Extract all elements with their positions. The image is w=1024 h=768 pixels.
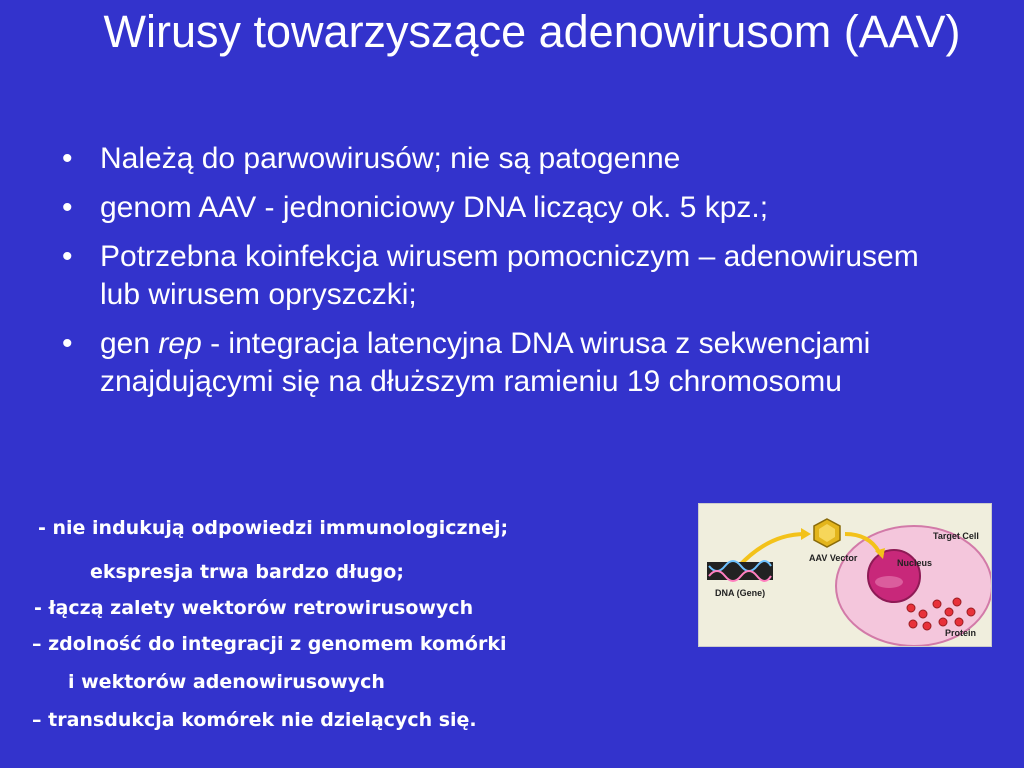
bullet-item (62, 140, 962, 178)
aav-diagram (699, 504, 991, 646)
bullet-text: genom AAV - jednoniciowy DNA liczący ok. 5 kpz.; (100, 191, 769, 224)
bullet-icon: • (62, 240, 73, 273)
bullet-item (62, 238, 962, 314)
bullet-item (62, 189, 962, 227)
bullet-list (62, 140, 962, 412)
bullet-text: Potrzebna koinfekcja wirusem pomocniczym – adenowirusem lub wirusem opryszczki; (100, 240, 919, 311)
slide-title: Wirusy towarzyszące adenowirusom (AAV) (103, 6, 961, 57)
protein-label: Protein (945, 628, 977, 638)
bullet-item (62, 325, 962, 401)
aav-transduction-figure (698, 503, 992, 647)
property-line: – zdolność do integracji z genomem komórki (32, 633, 507, 655)
nucleus-dna-shape (875, 576, 903, 588)
gene-name-italic: rep (158, 327, 202, 360)
nucleus-label: Nucleus (897, 558, 933, 568)
bullet-icon: • (62, 142, 73, 175)
bullet-text-post: - integracja latencyjna DNA wirusa z sekwencjami znajdującymi się na dłuższym ramieniu 19 chromosomu (100, 327, 871, 398)
property-line: ekspresja trwa bardzo długo; (90, 561, 404, 583)
target-cell-label: Target Cell (933, 531, 979, 541)
property-line: i wektorów adenowirusowych (68, 671, 385, 693)
arrow-head-icon (801, 528, 811, 540)
bullet-text-pre: gen (100, 327, 159, 360)
property-line: - łączą zalety wektorów retrowirusowych (34, 597, 474, 619)
bullet-icon: • (62, 191, 73, 224)
bullet-text: Należą do parwowirusów; nie są patogenne (100, 142, 681, 175)
property-line: – transdukcja komórek nie dzielących się. (32, 709, 477, 731)
property-line: - nie indukują odpowiedzi immunologicznej; (38, 517, 509, 539)
arrow-dna-to-vector (739, 534, 805, 566)
aav-vector-label: AAV Vector (809, 553, 858, 563)
dna-gene-label: DNA (Gene) (715, 588, 766, 598)
bullet-icon: • (62, 327, 73, 360)
